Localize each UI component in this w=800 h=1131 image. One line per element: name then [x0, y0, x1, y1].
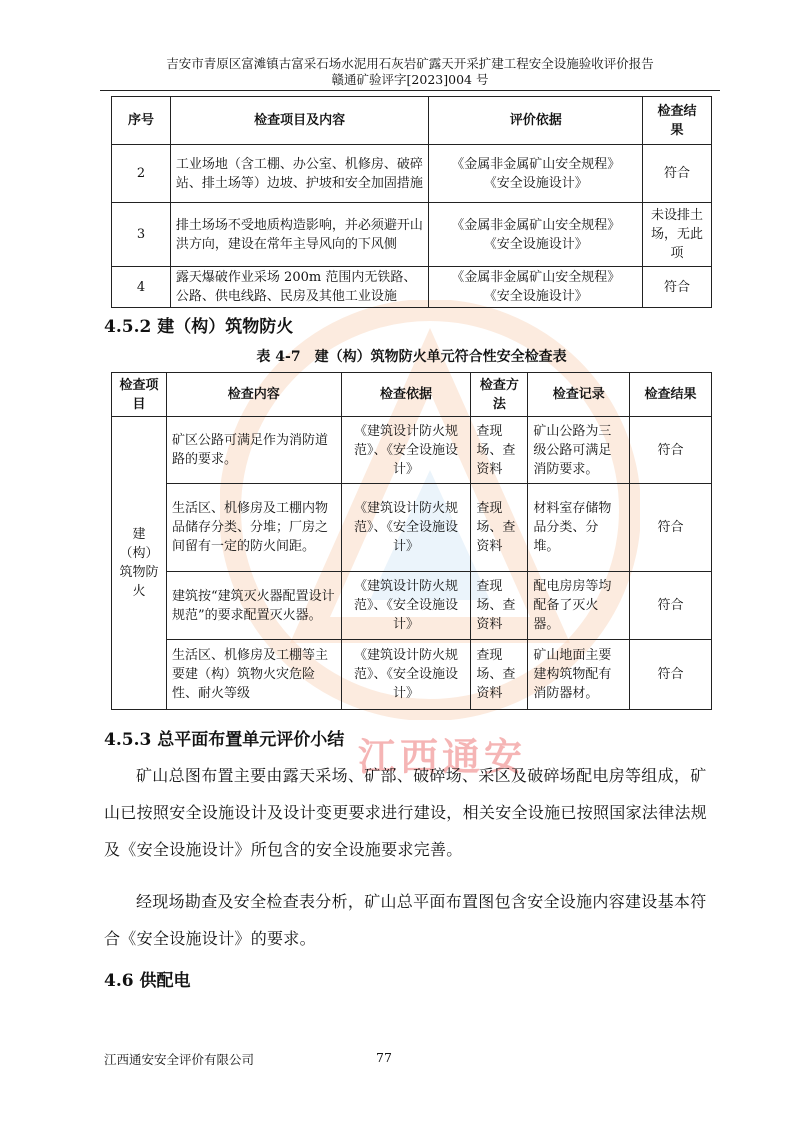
basis-line-1: 《金属非金属矿山安全规程》: [451, 156, 621, 172]
col-header-basis: 检查依据: [341, 373, 471, 417]
cell-result: 未设排土场，无此项: [643, 203, 712, 267]
footer-company: 江西通安安全评价有限公司: [104, 1052, 255, 1067]
cell-basis: 《建筑设计防火规范》、《安全设施设计》: [341, 417, 471, 484]
cell-no: 2: [112, 145, 171, 203]
cell-basis: 《建筑设计防火规范》、《安全设施设计》: [341, 572, 471, 640]
cell-basis: [429, 145, 643, 203]
basis-line-2: 《安全设施设计》: [483, 175, 588, 191]
section-heading-4-6: 4.6 供配电: [104, 971, 191, 991]
cell-record: 矿山公路为三级公路可满足消防要求。: [528, 417, 630, 484]
cell-content: 生活区、机修房及工棚等主要建（构）筑物火灾危险性、耐火等级: [166, 640, 341, 710]
checklist-table-continued: [111, 96, 712, 308]
cell-basis: 《建筑设计防火规范》、《安全设施设计》: [341, 484, 471, 572]
col-header-content: 检查项目及内容: [170, 97, 429, 145]
basis-line-1: 《金属非金属矿山安全规程》: [451, 270, 621, 285]
section-heading-4-5-3: 4.5.3 总平面布置单元评价小结: [104, 730, 345, 750]
col-header-result: 检查结果: [643, 97, 712, 145]
cell-content: 工业场地（含工棚、办公室、机修房、破碎站、排土场等）边坡、护坡和安全加固措施: [170, 145, 429, 203]
table-row: [112, 572, 712, 640]
section-heading-4-5-2: 4.5.2 建（构）筑物防火: [104, 317, 294, 337]
running-header: [100, 56, 720, 88]
paragraph-summary-1: 矿山总图布置主要由露天采场、矿部、破碎场、采区及破碎场配电房等组成，矿山已按照安全设施设计及设计变更要求进行建设，相关安全设施已按照国家法律法规及《安全设施设计》所包含的安全设施要求完善。: [104, 766, 708, 859]
col-header-result: 检查结果: [630, 373, 712, 417]
col-header-item: 检查项目: [112, 373, 167, 417]
cell-record: 材料室存储物品分类、分堆。: [528, 484, 630, 572]
table-row: [112, 640, 712, 710]
cell-method: 查现场、查资料: [471, 484, 528, 572]
table-row: [112, 145, 712, 203]
cell-result: 符合: [630, 640, 712, 710]
table-row: [112, 267, 712, 308]
footer-page-number: 77: [376, 1050, 392, 1065]
fire-protection-checklist-table: [111, 372, 712, 710]
cell-method: 查现场、查资料: [471, 572, 528, 640]
cell-content: 露天爆破作业采场 200m 范围内无铁路、公路、供电线路、民房及其他工业设施: [170, 267, 429, 308]
cell-result: 符合: [630, 417, 712, 484]
cell-record: 矿山地面主要建构筑物配有消防器材。: [528, 640, 630, 710]
col-header-no: 序号: [112, 97, 171, 145]
cell-result: 符合: [630, 572, 712, 640]
cell-result: 符合: [630, 484, 712, 572]
cell-no: 3: [112, 203, 171, 267]
col-header-method: 检查方法: [471, 373, 528, 417]
basis-line-2: 《安全设施设计》: [483, 236, 588, 252]
cell-no: 4: [112, 267, 171, 308]
header-report-title: 吉安市青原区富滩镇古富采石场水泥用石灰岩矿露天开采扩建工程安全设施验收评价报告: [166, 56, 654, 71]
col-header-content: 检查内容: [166, 373, 341, 417]
cell-basis: [429, 267, 643, 308]
cell-result: 符合: [643, 267, 712, 308]
table-header-row: [112, 97, 712, 145]
cell-content: 排土场场不受地质构造影响，并必须避开山洪方向，建设在常年主导风向的下风侧: [170, 203, 429, 267]
col-header-basis: 评价依据: [429, 97, 643, 145]
cell-content: 生活区、机修房及工棚内物品储存分类、分堆；厂房之间留有一定的防火间距。: [166, 484, 341, 572]
cell-item: 建（构）筑物防火: [112, 417, 167, 710]
header-rule: [100, 90, 720, 91]
table-row: [112, 417, 712, 484]
cell-method: 查现场、查资料: [471, 417, 528, 484]
cell-method: 查现场、查资料: [471, 640, 528, 710]
cell-content: 建筑按“建筑灭火器配置设计规范”的要求配置灭火器。: [166, 572, 341, 640]
table-row: [112, 484, 712, 572]
cell-basis: [429, 203, 643, 267]
table-row: [112, 203, 712, 267]
header-report-number: 赣通矿验评字[2023]004 号: [331, 72, 489, 87]
basis-line-1: 《金属非金属矿山安全规程》: [451, 217, 621, 233]
paragraph-summary-2: 经现场勘查及安全检查表分析，矿山总平面布置图包含安全设施内容建设基本符合《安全设施设计》的要求。: [104, 892, 707, 948]
cell-basis: 《建筑设计防火规范》、《安全设施设计》: [341, 640, 471, 710]
cell-content: 矿区公路可满足作为消防道路的要求。: [166, 417, 341, 484]
watermark-text: 江西通安: [358, 734, 527, 779]
cell-result: 符合: [643, 145, 712, 203]
col-header-record: 检查记录: [528, 373, 630, 417]
basis-line-2: 《安全设施设计》: [483, 289, 588, 304]
table-caption: 表 4-7 建（构）筑物防火单元符合性安全检查表: [256, 349, 567, 365]
table-header-row: [112, 373, 712, 417]
cell-record: 配电房房等均配备了灭火器。: [528, 572, 630, 640]
